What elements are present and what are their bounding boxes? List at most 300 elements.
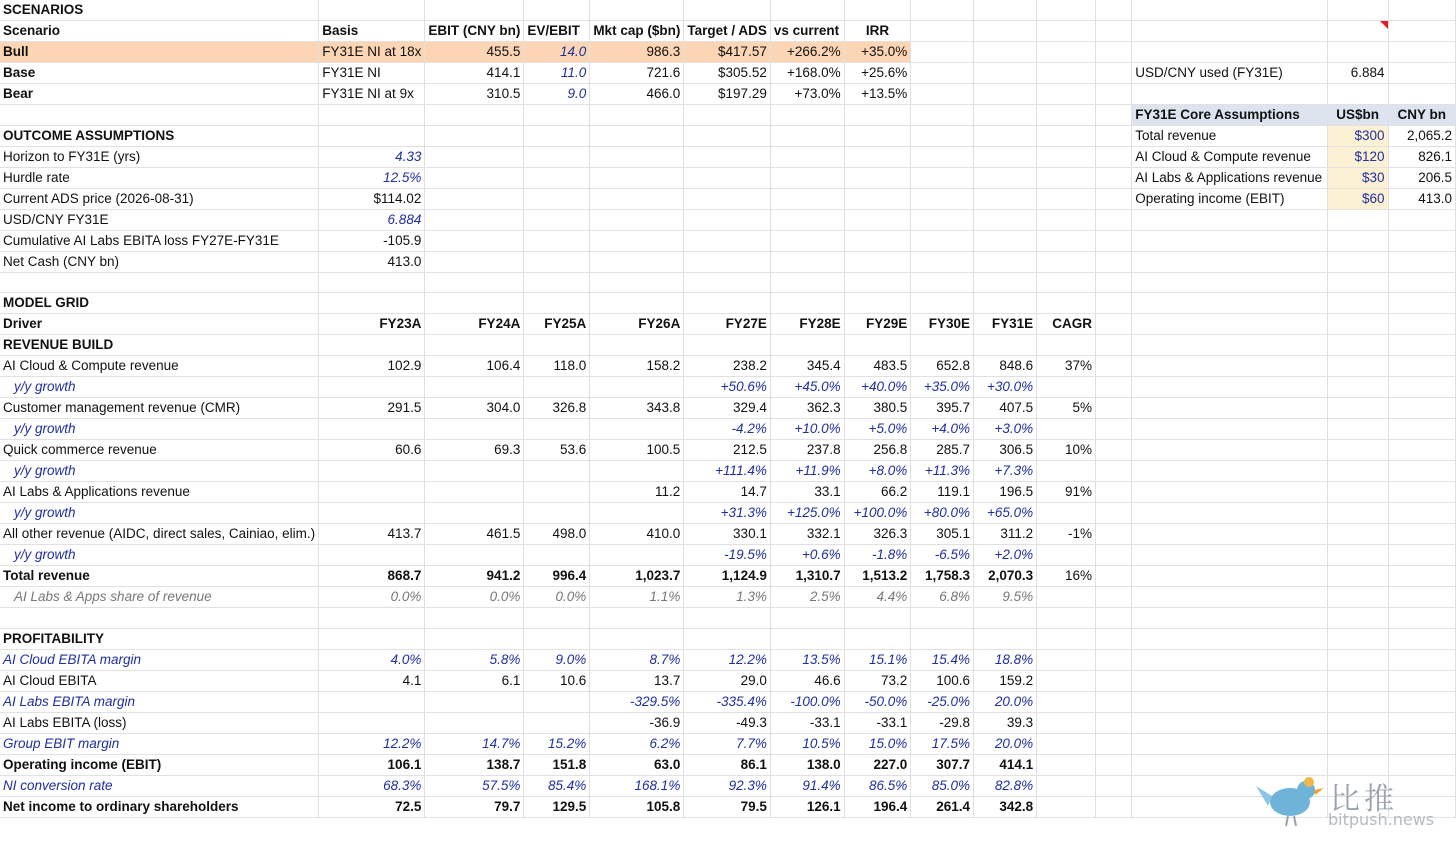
cell[interactable] — [1327, 0, 1388, 21]
cell[interactable]: +11.9% — [770, 461, 844, 482]
cell[interactable] — [1388, 775, 1455, 796]
cell[interactable]: 14.7 — [684, 482, 771, 503]
cell[interactable] — [1388, 503, 1455, 524]
cell[interactable] — [1037, 691, 1096, 712]
cell[interactable]: FY28E — [770, 314, 844, 335]
cell[interactable]: 10.6 — [524, 670, 590, 691]
cell[interactable] — [319, 419, 425, 440]
cell[interactable] — [1388, 398, 1455, 419]
cell[interactable] — [911, 608, 974, 628]
cell[interactable] — [1388, 63, 1455, 84]
cell[interactable] — [844, 273, 911, 293]
cell[interactable] — [524, 189, 590, 210]
cell[interactable]: 0.0% — [319, 587, 425, 608]
cell[interactable] — [770, 273, 844, 293]
cell[interactable] — [684, 293, 771, 314]
cell[interactable]: 9.5% — [974, 587, 1037, 608]
cell[interactable]: 461.5 — [425, 524, 524, 545]
cell[interactable]: +35.0% — [911, 377, 974, 398]
cell[interactable] — [1132, 440, 1328, 461]
cell[interactable]: Target / ADS — [684, 21, 771, 42]
cell[interactable] — [425, 168, 524, 189]
cell[interactable] — [1037, 293, 1096, 314]
cell[interactable]: 10.5% — [770, 733, 844, 754]
cell[interactable]: Hurdle rate — [0, 168, 319, 189]
cell[interactable] — [770, 293, 844, 314]
cell[interactable] — [1388, 252, 1455, 273]
cell[interactable]: y/y growth — [0, 503, 319, 524]
cell[interactable] — [1096, 252, 1132, 273]
cell[interactable] — [1388, 691, 1455, 712]
cell[interactable]: FY31E NI at 18x — [319, 42, 425, 63]
cell[interactable] — [1388, 796, 1455, 817]
cell[interactable] — [1037, 670, 1096, 691]
cell[interactable]: +80.0% — [911, 503, 974, 524]
cell[interactable] — [1096, 168, 1132, 189]
cell[interactable]: $197.29 — [684, 84, 771, 105]
cell[interactable]: 6.2% — [590, 733, 684, 754]
cell[interactable] — [1388, 649, 1455, 670]
cell[interactable]: $30 — [1327, 168, 1388, 189]
cell[interactable] — [1096, 273, 1132, 293]
cell[interactable]: $60 — [1327, 189, 1388, 210]
cell[interactable]: 414.1 — [425, 63, 524, 84]
cell[interactable]: 85.4% — [524, 775, 590, 796]
cell[interactable] — [684, 628, 771, 649]
cell[interactable] — [524, 628, 590, 649]
cell[interactable] — [1327, 84, 1388, 105]
cell[interactable]: +40.0% — [844, 377, 911, 398]
cell[interactable] — [844, 168, 911, 189]
cell[interactable]: 196.5 — [974, 482, 1037, 503]
cell[interactable] — [1327, 42, 1388, 63]
cell[interactable]: 18.8% — [974, 649, 1037, 670]
cell[interactable] — [1096, 293, 1132, 314]
cell[interactable] — [590, 210, 684, 231]
cell[interactable]: OUTCOME ASSUMPTIONS — [0, 126, 319, 147]
cell[interactable]: +35.0% — [844, 42, 911, 63]
cell[interactable] — [319, 482, 425, 503]
cell[interactable]: FY27E — [684, 314, 771, 335]
cell[interactable] — [425, 503, 524, 524]
cell[interactable]: All other revenue (AIDC, direct sales, Cainiao, elim.) — [0, 524, 319, 545]
cell[interactable] — [1132, 649, 1328, 670]
cell[interactable]: +125.0% — [770, 503, 844, 524]
cell[interactable] — [524, 608, 590, 628]
cell[interactable] — [1037, 189, 1096, 210]
cell[interactable] — [1327, 482, 1388, 503]
cell[interactable] — [844, 147, 911, 168]
cell[interactable]: 100.6 — [911, 670, 974, 691]
cell[interactable]: 996.4 — [524, 566, 590, 587]
cell[interactable]: 1,124.9 — [684, 566, 771, 587]
cell[interactable] — [844, 126, 911, 147]
cell[interactable] — [1037, 168, 1096, 189]
cell[interactable] — [1388, 733, 1455, 754]
cell[interactable]: 13.7 — [590, 670, 684, 691]
cell[interactable] — [911, 84, 974, 105]
cell[interactable] — [524, 0, 590, 21]
cell[interactable] — [1132, 231, 1328, 252]
cell[interactable]: 498.0 — [524, 524, 590, 545]
cell[interactable] — [770, 231, 844, 252]
cell[interactable] — [590, 168, 684, 189]
cell[interactable] — [684, 147, 771, 168]
cell[interactable]: 5% — [1037, 398, 1096, 419]
cell[interactable]: 138.7 — [425, 754, 524, 775]
cell[interactable] — [911, 105, 974, 126]
cell[interactable] — [1037, 126, 1096, 147]
cell[interactable]: 129.5 — [524, 796, 590, 817]
cell[interactable]: Driver — [0, 314, 319, 335]
cell[interactable] — [524, 691, 590, 712]
cell[interactable]: $114.02 — [319, 189, 425, 210]
cell[interactable] — [1327, 335, 1388, 356]
cell[interactable] — [1388, 440, 1455, 461]
cell[interactable] — [1132, 545, 1328, 566]
cell[interactable]: +2.0% — [974, 545, 1037, 566]
cell[interactable] — [590, 628, 684, 649]
cell[interactable] — [1132, 377, 1328, 398]
cell[interactable]: 196.4 — [844, 796, 911, 817]
cell[interactable]: 168.1% — [590, 775, 684, 796]
cell[interactable]: 652.8 — [911, 356, 974, 377]
cell[interactable]: -25.0% — [911, 691, 974, 712]
cell[interactable]: AI Cloud & Compute revenue — [0, 356, 319, 377]
cell[interactable] — [524, 126, 590, 147]
cell[interactable]: 118.0 — [524, 356, 590, 377]
cell[interactable] — [1388, 419, 1455, 440]
cell[interactable] — [1037, 712, 1096, 733]
cell[interactable] — [1037, 335, 1096, 356]
cell[interactable] — [911, 293, 974, 314]
cell[interactable] — [1037, 754, 1096, 775]
cell[interactable]: Base — [0, 63, 319, 84]
cell[interactable] — [1096, 649, 1132, 670]
cell[interactable] — [1327, 587, 1388, 608]
cell[interactable] — [974, 608, 1037, 628]
cell[interactable]: +10.0% — [770, 419, 844, 440]
cell[interactable] — [319, 712, 425, 733]
cell[interactable]: Customer management revenue (CMR) — [0, 398, 319, 419]
cell[interactable]: 106.1 — [319, 754, 425, 775]
cell[interactable] — [1096, 775, 1132, 796]
cell[interactable] — [1132, 273, 1328, 293]
cell[interactable]: 11.0 — [524, 63, 590, 84]
cell[interactable] — [911, 210, 974, 231]
cell[interactable] — [974, 628, 1037, 649]
cell[interactable] — [974, 273, 1037, 293]
cell[interactable]: -1.8% — [844, 545, 911, 566]
cell[interactable] — [1132, 21, 1328, 42]
cell[interactable]: 310.5 — [425, 84, 524, 105]
cell[interactable] — [1327, 628, 1388, 649]
cell[interactable]: 33.1 — [770, 482, 844, 503]
cell[interactable] — [1388, 566, 1455, 587]
cell[interactable] — [425, 691, 524, 712]
cell[interactable] — [319, 273, 425, 293]
cell[interactable] — [1037, 84, 1096, 105]
cell[interactable]: 261.4 — [911, 796, 974, 817]
cell[interactable] — [524, 252, 590, 273]
cell[interactable]: 868.7 — [319, 566, 425, 587]
cell[interactable]: 11.2 — [590, 482, 684, 503]
cell[interactable] — [1132, 42, 1328, 63]
cell[interactable] — [974, 21, 1037, 42]
cell[interactable] — [425, 210, 524, 231]
cell[interactable] — [425, 482, 524, 503]
cell[interactable] — [1037, 377, 1096, 398]
cell[interactable] — [1037, 21, 1096, 42]
cell[interactable]: 12.2% — [319, 733, 425, 754]
cell[interactable]: 53.6 — [524, 440, 590, 461]
cell[interactable] — [974, 189, 1037, 210]
cell[interactable]: EV/EBIT — [524, 21, 590, 42]
cell[interactable] — [1327, 293, 1388, 314]
cell[interactable]: USD/CNY used (FY31E) — [1132, 63, 1328, 84]
cell[interactable] — [1037, 105, 1096, 126]
cell[interactable] — [319, 545, 425, 566]
cell[interactable]: MODEL GRID — [0, 293, 319, 314]
cell[interactable] — [1388, 628, 1455, 649]
cell[interactable]: 311.2 — [974, 524, 1037, 545]
cell[interactable]: +168.0% — [770, 63, 844, 84]
cell[interactable]: AI Labs & Applications revenue — [0, 482, 319, 503]
cell[interactable] — [524, 335, 590, 356]
cell[interactable] — [974, 147, 1037, 168]
cell[interactable]: 345.4 — [770, 356, 844, 377]
cell[interactable]: -19.5% — [684, 545, 771, 566]
cell[interactable]: 15.4% — [911, 649, 974, 670]
cell[interactable]: SCENARIOS — [0, 0, 319, 21]
cell[interactable] — [1037, 0, 1096, 21]
cell[interactable] — [1096, 754, 1132, 775]
cell[interactable]: 5.8% — [425, 649, 524, 670]
cell[interactable] — [1388, 482, 1455, 503]
cell[interactable] — [590, 293, 684, 314]
cell[interactable]: 85.0% — [911, 775, 974, 796]
cell[interactable]: FY29E — [844, 314, 911, 335]
cell[interactable] — [0, 273, 319, 293]
cell[interactable]: +100.0% — [844, 503, 911, 524]
cell[interactable] — [1327, 712, 1388, 733]
cell[interactable] — [684, 168, 771, 189]
cell[interactable]: 206.5 — [1388, 168, 1455, 189]
cell[interactable] — [684, 335, 771, 356]
cell[interactable] — [1132, 524, 1328, 545]
cell[interactable]: Bull — [0, 42, 319, 63]
cell[interactable] — [844, 210, 911, 231]
cell[interactable]: -335.4% — [684, 691, 771, 712]
cell[interactable] — [1132, 356, 1328, 377]
cell[interactable]: Total revenue — [0, 566, 319, 587]
cell[interactable]: Horizon to FY31E (yrs) — [0, 147, 319, 168]
cell[interactable] — [844, 252, 911, 273]
cell[interactable]: 12.2% — [684, 649, 771, 670]
cell[interactable]: 304.0 — [425, 398, 524, 419]
cell[interactable] — [425, 461, 524, 482]
cell[interactable] — [425, 0, 524, 21]
cell[interactable]: 330.1 — [684, 524, 771, 545]
cell[interactable]: -36.9 — [590, 712, 684, 733]
cell[interactable]: 307.7 — [911, 754, 974, 775]
cell[interactable] — [684, 608, 771, 628]
cell[interactable]: 407.5 — [974, 398, 1037, 419]
cell[interactable] — [319, 377, 425, 398]
cell[interactable]: 362.3 — [770, 398, 844, 419]
cell[interactable] — [1132, 754, 1328, 775]
cell[interactable]: +266.2% — [770, 42, 844, 63]
cell[interactable] — [684, 210, 771, 231]
cell[interactable] — [524, 419, 590, 440]
cell[interactable]: $300 — [1327, 126, 1388, 147]
cell[interactable] — [1388, 273, 1455, 293]
cell[interactable] — [911, 189, 974, 210]
cell[interactable]: 326.3 — [844, 524, 911, 545]
cell[interactable] — [770, 252, 844, 273]
cell[interactable] — [911, 63, 974, 84]
cell[interactable]: 46.6 — [770, 670, 844, 691]
cell[interactable] — [524, 461, 590, 482]
cell[interactable]: FY26A — [590, 314, 684, 335]
cell[interactable]: 15.2% — [524, 733, 590, 754]
cell[interactable]: 413.7 — [319, 524, 425, 545]
cell[interactable]: -50.0% — [844, 691, 911, 712]
cell[interactable]: -4.2% — [684, 419, 771, 440]
cell[interactable] — [425, 252, 524, 273]
cell[interactable]: FY31E NI at 9x — [319, 84, 425, 105]
cell[interactable]: 63.0 — [590, 754, 684, 775]
cell[interactable] — [684, 105, 771, 126]
cell[interactable] — [1132, 398, 1328, 419]
cell[interactable] — [425, 335, 524, 356]
cell[interactable] — [1327, 503, 1388, 524]
cell[interactable]: 106.4 — [425, 356, 524, 377]
cell[interactable]: FY25A — [524, 314, 590, 335]
cell[interactable] — [319, 503, 425, 524]
cell[interactable]: -33.1 — [844, 712, 911, 733]
cell[interactable]: 342.8 — [974, 796, 1037, 817]
cell[interactable] — [590, 0, 684, 21]
cell[interactable]: Bear — [0, 84, 319, 105]
cell[interactable] — [1327, 252, 1388, 273]
cell[interactable] — [1096, 189, 1132, 210]
cell[interactable]: 100.5 — [590, 440, 684, 461]
cell[interactable] — [524, 712, 590, 733]
cell[interactable] — [319, 105, 425, 126]
cell[interactable]: Group EBIT margin — [0, 733, 319, 754]
cell[interactable]: 69.3 — [425, 440, 524, 461]
cell[interactable]: AI Cloud & Compute revenue — [1132, 147, 1328, 168]
cell[interactable]: y/y growth — [0, 461, 319, 482]
cell[interactable]: Operating income (EBIT) — [0, 754, 319, 775]
cell[interactable] — [1037, 63, 1096, 84]
cell[interactable] — [1132, 503, 1328, 524]
cell[interactable] — [684, 252, 771, 273]
cell[interactable] — [590, 252, 684, 273]
cell[interactable] — [1037, 649, 1096, 670]
cell[interactable] — [684, 273, 771, 293]
cell[interactable] — [1132, 210, 1328, 231]
cell[interactable]: 238.2 — [684, 356, 771, 377]
cell[interactable] — [1388, 231, 1455, 252]
cell[interactable] — [770, 147, 844, 168]
cell[interactable]: Mkt cap ($bn) — [590, 21, 684, 42]
cell[interactable] — [1096, 796, 1132, 817]
cell[interactable] — [319, 691, 425, 712]
cell[interactable] — [1132, 461, 1328, 482]
cell[interactable] — [770, 168, 844, 189]
cell[interactable]: y/y growth — [0, 377, 319, 398]
cell[interactable]: 0.0% — [524, 587, 590, 608]
cell[interactable] — [770, 105, 844, 126]
cell[interactable]: 1,310.7 — [770, 566, 844, 587]
cell[interactable] — [911, 21, 974, 42]
cell[interactable] — [1132, 419, 1328, 440]
cell[interactable] — [524, 482, 590, 503]
cell[interactable] — [1132, 314, 1328, 335]
cell[interactable] — [1037, 42, 1096, 63]
cell[interactable] — [590, 147, 684, 168]
cell[interactable] — [1096, 126, 1132, 147]
cell[interactable]: 102.9 — [319, 356, 425, 377]
cell[interactable] — [684, 126, 771, 147]
cell[interactable]: 57.5% — [425, 775, 524, 796]
cell[interactable] — [590, 377, 684, 398]
cell[interactable]: +3.0% — [974, 419, 1037, 440]
cell[interactable]: 151.8 — [524, 754, 590, 775]
cell[interactable] — [590, 273, 684, 293]
cell[interactable] — [1096, 335, 1132, 356]
cell[interactable]: +13.5% — [844, 84, 911, 105]
cell[interactable] — [1327, 356, 1388, 377]
cell[interactable] — [911, 126, 974, 147]
cell[interactable] — [425, 419, 524, 440]
cell[interactable]: 380.5 — [844, 398, 911, 419]
cell[interactable] — [1037, 545, 1096, 566]
cell[interactable] — [319, 293, 425, 314]
cell[interactable]: 455.5 — [425, 42, 524, 63]
cell[interactable] — [1388, 293, 1455, 314]
cell[interactable] — [1037, 503, 1096, 524]
cell[interactable] — [1132, 796, 1328, 817]
cell[interactable] — [911, 231, 974, 252]
cell[interactable]: 0.0% — [425, 587, 524, 608]
cell[interactable] — [911, 42, 974, 63]
cell[interactable] — [1327, 775, 1388, 796]
cell[interactable] — [1132, 84, 1328, 105]
cell[interactable]: Current ADS price (2026-08-31) — [0, 189, 319, 210]
cell[interactable]: 395.7 — [911, 398, 974, 419]
cell[interactable]: 91.4% — [770, 775, 844, 796]
cell[interactable]: +73.0% — [770, 84, 844, 105]
cell[interactable]: FY31E — [974, 314, 1037, 335]
cell[interactable]: IRR — [844, 21, 911, 42]
cell[interactable] — [524, 293, 590, 314]
cell[interactable] — [1037, 273, 1096, 293]
cell[interactable] — [1388, 356, 1455, 377]
cell[interactable] — [1388, 712, 1455, 733]
cell[interactable]: NI conversion rate — [0, 775, 319, 796]
cell[interactable] — [1327, 566, 1388, 587]
cell[interactable] — [0, 608, 319, 628]
cell[interactable]: 92.3% — [684, 775, 771, 796]
cell[interactable]: CAGR — [1037, 314, 1096, 335]
cell[interactable]: 79.5 — [684, 796, 771, 817]
cell[interactable]: +4.0% — [911, 419, 974, 440]
cell[interactable] — [844, 293, 911, 314]
cell[interactable] — [1037, 210, 1096, 231]
